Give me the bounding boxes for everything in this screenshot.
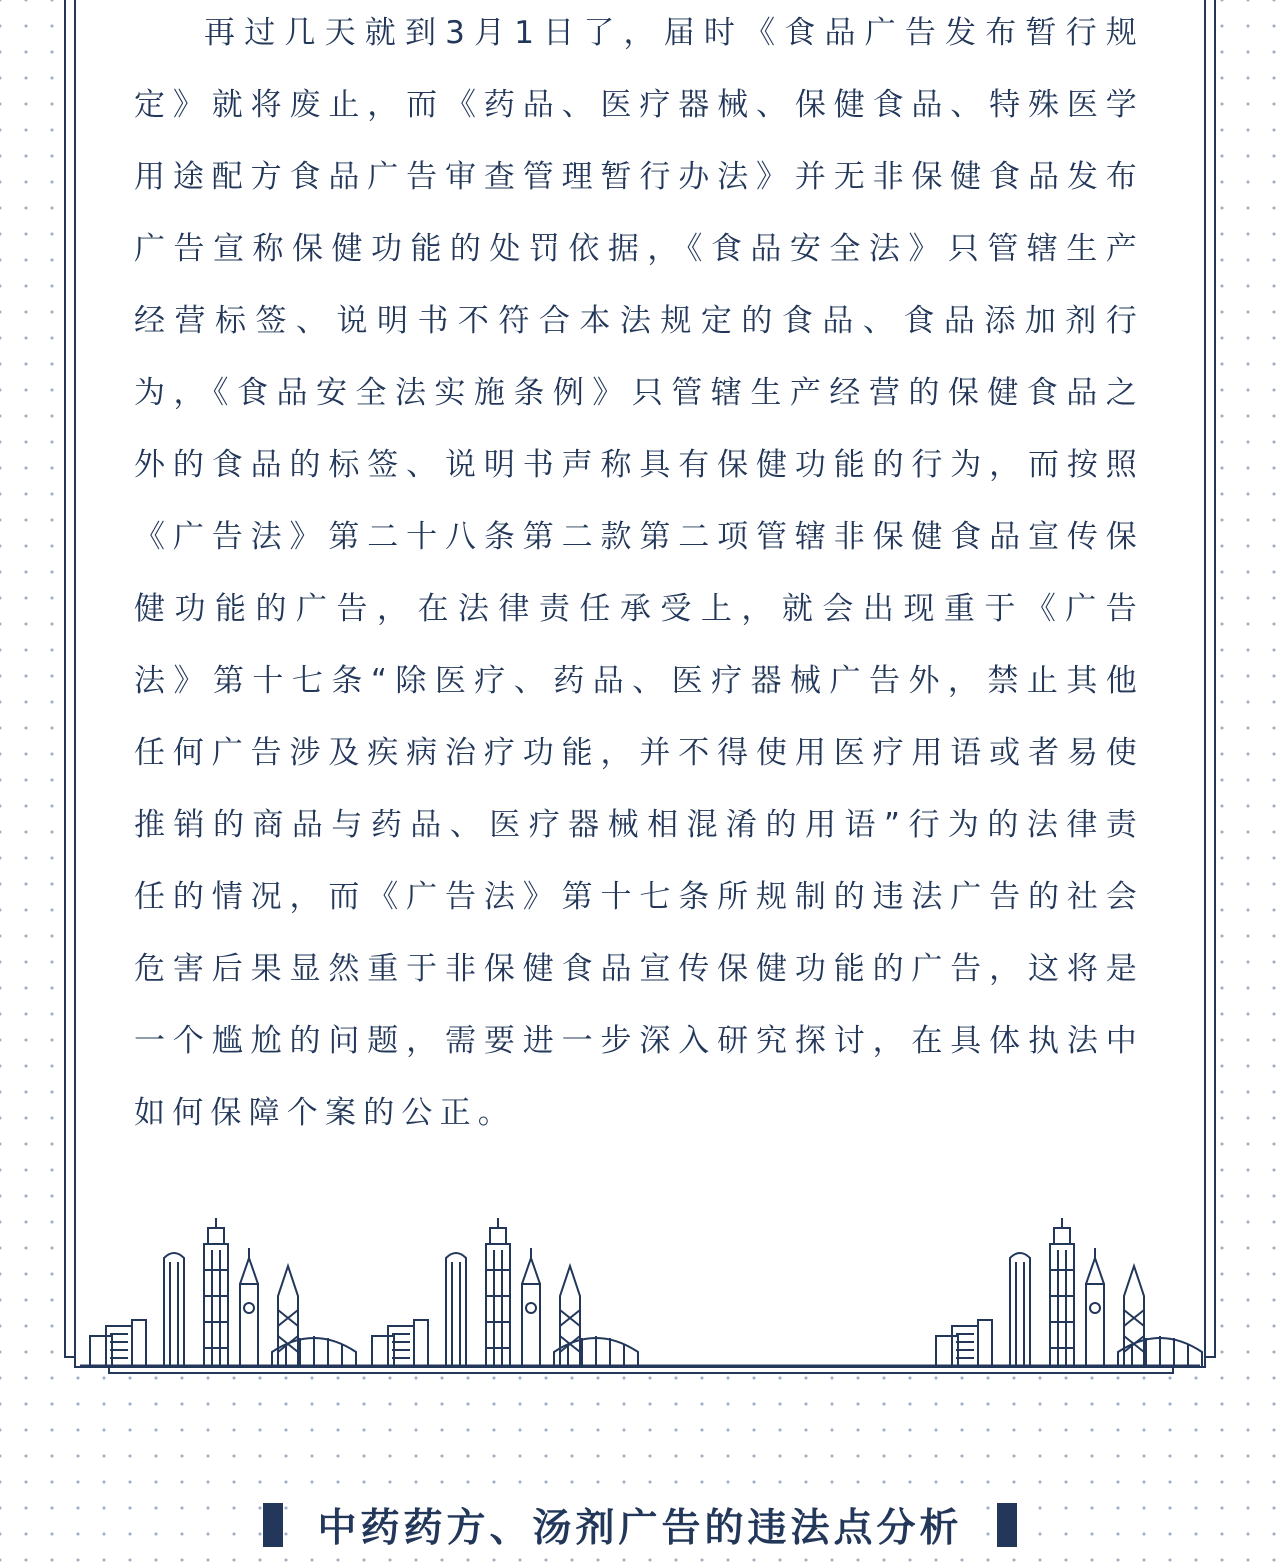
section-heading	[0, 1490, 1280, 1560]
heading-right-bar	[997, 1503, 1017, 1547]
section-heading-title: 中药药方、汤剂广告的违法点分析	[301, 1495, 978, 1555]
city-skyline-illustration	[76, 1200, 1204, 1372]
heading-left-bar	[263, 1503, 283, 1547]
article-paragraph: 再过几天就到3月1日了，届时《食品广告发布暂行规定》就将废止，而《药品、医疗器械、保健食品、特殊医学用途配方食品广告审查管理暂行办法》并无非保健食品发布广告宣称保健功能的处罚依据，《食品安全法》只管辖生产经营标签、说明书不符合本法规定的食品、食品添加剂行为，《食品安全法实施条例》只管辖生产经营的保健食品之外的食品的标签、说明书声称具有保健功能的行为，而按照《广告法》第二十八条第二款第二项管辖非保健食品宣传保健功能的广告，在法律责任承受上，就会出现重于《广告法》第十七条“除医疗、药品、医疗器械广告外，禁止其他任何广告涉及疾病治疗功能，并不得使用医疗用语或者易使推销的商品与药品、医疗器械相混淆的用语”行为的法律责任的情况，而《广告法》第十七条所规制的违法广告的社会危害后果显然重于非保健食品宣传保健功能的广告，这将是一个尴尬的问题，需要进一步深入研究探讨，在具体执法中如何保障个案的公正。	[134, 15, 1144, 1131]
